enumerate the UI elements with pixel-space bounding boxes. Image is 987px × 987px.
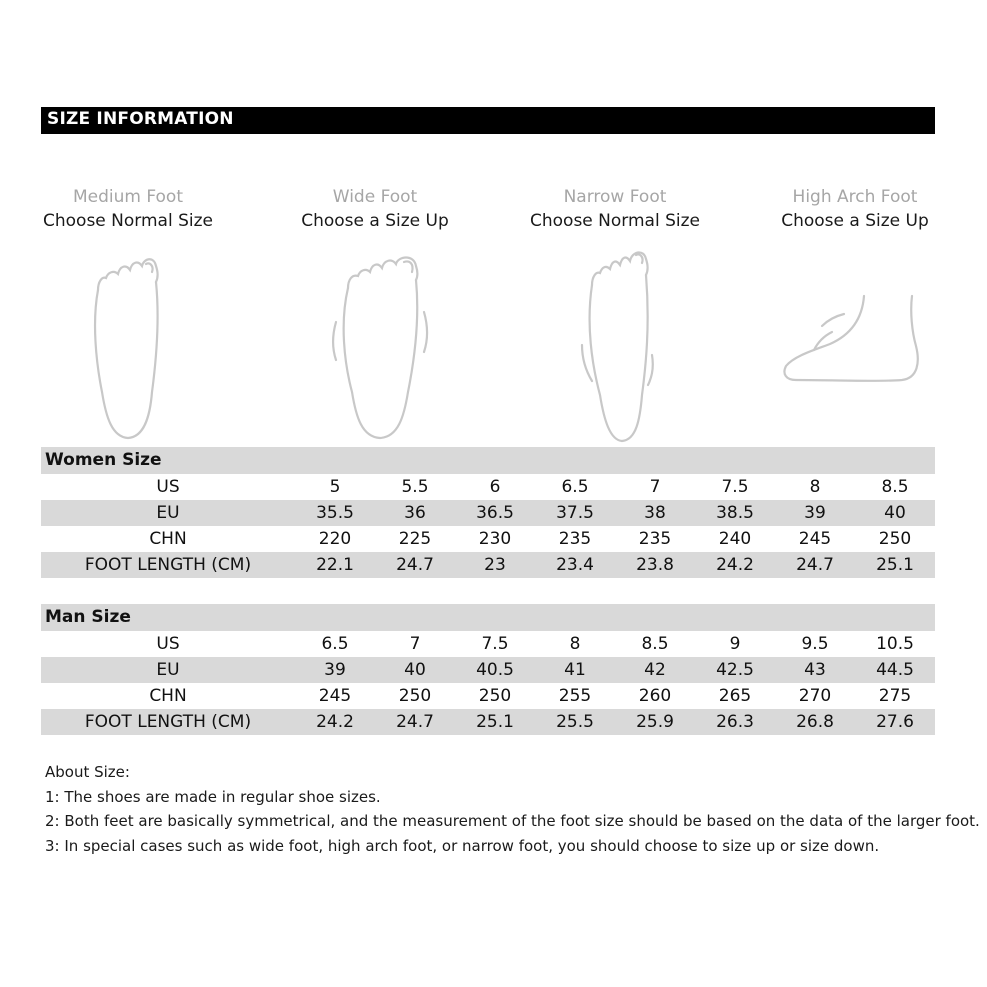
table-cell: 260 [638,686,672,706]
foot-type-label: Medium Foot [72,187,184,207]
table-cell: 245 [798,529,832,549]
foot-type-label: Wide Foot [332,187,418,207]
table-cell: 255 [558,686,592,706]
table-row-eu [41,657,935,683]
foot-advice-label: Choose a Size Up [301,211,449,231]
table-cell: 8 [569,634,581,654]
table-row-us [41,474,935,500]
table-cell: 35.5 [316,503,354,523]
table-cell: 250 [398,686,432,706]
table-cell: 40 [884,503,906,523]
foot-type-medium [18,186,238,234]
table-row-foot-length [41,552,935,578]
foot-type-high-arch [745,186,965,234]
table-cell: 27.6 [876,712,914,732]
table-cell: 22.1 [316,555,354,575]
table-cell: 44.5 [876,660,914,680]
table-cell: 265 [718,686,752,706]
table-cell: 38 [644,503,666,523]
size-information-header [41,107,935,134]
man-size-table [41,604,935,735]
note-item: 1: The shoes are made in regular shoe sizes. [45,787,381,806]
table-cell: 24.7 [396,555,434,575]
women-size-table [41,447,935,578]
foot-type-label: Narrow Foot [563,187,667,207]
table-cell: 26.8 [796,712,834,732]
section-title: Women Size [45,450,162,470]
table-cell: 270 [798,686,832,706]
table-cell: 8 [809,477,821,497]
table-row-eu [41,500,935,526]
foot-advice-label: Choose Normal Size [530,211,700,231]
table-cell: 40 [404,660,426,680]
women-size-heading [41,447,935,474]
table-cell: 250 [478,686,512,706]
about-size-notes [45,760,980,858]
table-cell: 5.5 [401,477,429,497]
table-cell: 6.5 [321,634,349,654]
foot-type-wide [265,186,485,234]
page-title: SIZE INFORMATION [47,109,234,129]
row-label: CHN [149,686,187,706]
foot-type-narrow [505,186,725,234]
row-label: EU [156,660,180,680]
table-cell: 36 [404,503,426,523]
table-cell: 10.5 [876,634,914,654]
table-cell: 25.1 [476,712,514,732]
foot-advice-label: Choose a Size Up [781,211,929,231]
table-cell: 6 [489,477,501,497]
foot-advice-label: Choose Normal Size [43,211,213,231]
table-cell: 42.5 [716,660,754,680]
row-label: EU [156,503,180,523]
table-cell: 7 [649,477,661,497]
table-cell: 230 [478,529,512,549]
man-size-heading [41,604,935,631]
table-cell: 23.4 [556,555,594,575]
table-cell: 41 [564,660,586,680]
row-label: FOOT LENGTH (CM) [84,712,252,732]
high-arch-foot-icon [778,292,928,392]
table-cell: 5 [329,477,341,497]
table-cell: 39 [324,660,346,680]
table-cell: 25.9 [636,712,674,732]
table-cell: 250 [878,529,912,549]
notes-heading: About Size: [45,763,130,781]
note-item: 3: In special cases such as wide foot, high arch foot, or narrow foot, you should choose to size up or size down. [45,836,880,855]
table-cell: 24.2 [316,712,354,732]
table-cell: 9.5 [801,634,829,654]
table-row-chn [41,683,935,709]
table-cell: 43 [804,660,826,680]
table-cell: 40.5 [476,660,514,680]
table-cell: 23.8 [636,555,674,575]
note-item: 2: Both feet are basically symmetrical, and the measurement of the foot size should be based on the data of the larger foot. [45,812,980,830]
row-label: US [156,634,180,654]
table-row-chn [41,526,935,552]
table-cell: 39 [804,503,826,523]
table-cell: 24.7 [796,555,834,575]
table-cell: 24.7 [396,712,434,732]
table-cell: 7.5 [721,477,749,497]
table-row-foot-length [41,709,935,735]
table-cell: 220 [318,529,352,549]
table-cell: 24.2 [716,555,754,575]
table-row-us [41,631,935,657]
row-label: FOOT LENGTH (CM) [84,555,252,575]
table-cell: 6.5 [561,477,589,497]
table-cell: 240 [718,529,752,549]
row-label: US [156,477,180,497]
table-cell: 235 [558,529,592,549]
table-cell: 38.5 [716,503,754,523]
table-cell: 9 [729,634,741,654]
table-cell: 26.3 [716,712,754,732]
table-cell: 23 [484,555,506,575]
table-cell: 25.1 [876,555,914,575]
table-cell: 8.5 [641,634,669,654]
table-cell: 235 [638,529,672,549]
table-cell: 275 [878,686,912,706]
table-cell: 37.5 [556,503,594,523]
table-cell: 7.5 [481,634,509,654]
foot-sole-icon [88,252,168,442]
foot-type-label: High Arch Foot [792,187,918,207]
table-cell: 8.5 [881,477,909,497]
row-label: CHN [149,529,187,549]
table-cell: 36.5 [476,503,514,523]
table-cell: 42 [644,660,666,680]
table-cell: 225 [398,529,432,549]
table-cell: 245 [318,686,352,706]
table-cell: 25.5 [556,712,594,732]
table-cell: 7 [409,634,421,654]
wide-foot-icon [330,252,430,442]
section-title: Man Size [45,607,131,627]
narrow-foot-icon [578,245,662,445]
